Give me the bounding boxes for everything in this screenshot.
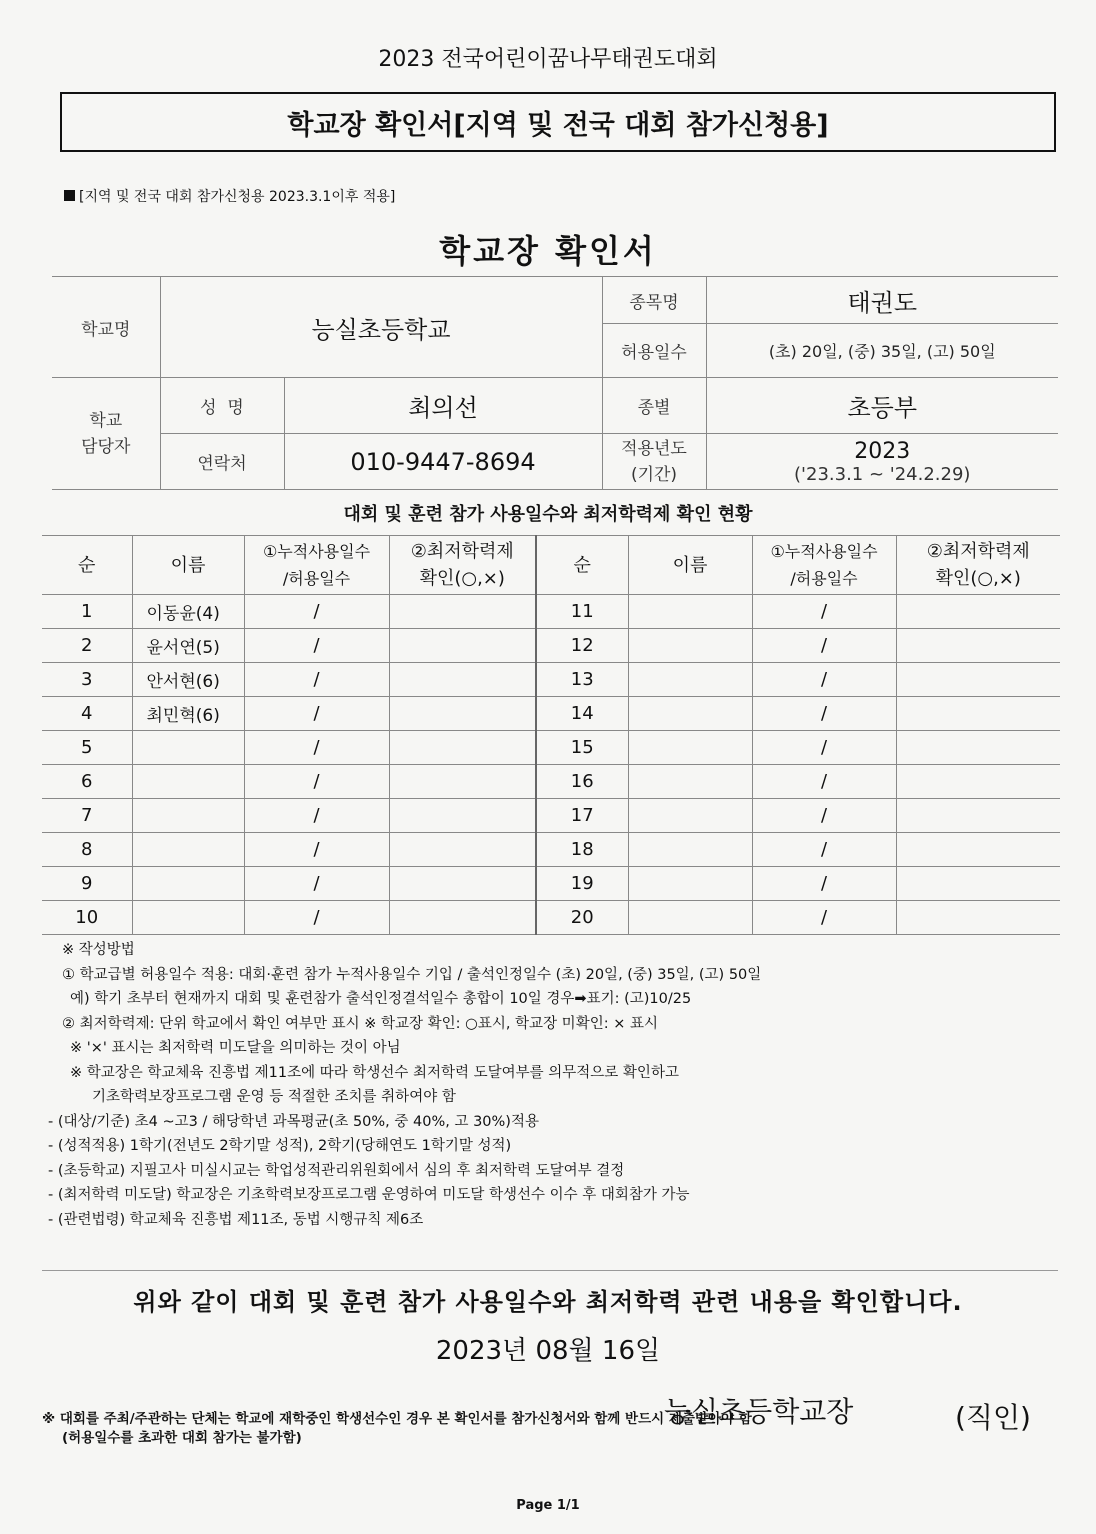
row-days: / <box>244 629 389 663</box>
sport-value: 태권도 <box>706 277 1058 324</box>
row-number-2: 14 <box>536 697 628 731</box>
footnote-line: ※ 대회를 주최/주관하는 단체는 학교에 재학중인 학생선수인 경우 본 확인서를 참가신청서와 함께 반드시 제출받아야 함 <box>42 1411 752 1427</box>
row-check-2 <box>896 799 1060 833</box>
row-days-2: / <box>752 901 896 935</box>
table-row <box>42 697 1060 731</box>
row-check-2 <box>896 663 1060 697</box>
row-days-2: / <box>752 629 896 663</box>
row-days: / <box>244 663 389 697</box>
row-name: 이동윤(4) <box>132 595 244 629</box>
confirmation-statement: 위와 같이 대회 및 훈련 참가 사용일수와 최저학력 관련 내용을 확인합니다. <box>133 1288 963 1316</box>
method-line: 기초학력보장프로그램 운영 등 적절한 조치를 취하여야 함 <box>92 1089 456 1105</box>
manager-label: 학교 담당자 <box>52 378 160 490</box>
row-name <box>132 833 244 867</box>
row-check-2 <box>896 595 1060 629</box>
row-check-2 <box>896 867 1060 901</box>
row-check <box>389 731 536 765</box>
row-number: 4 <box>42 697 132 731</box>
header-days: ①누적사용일수 /허용일수 <box>244 536 389 595</box>
row-number-2: 20 <box>536 901 628 935</box>
row-check <box>389 901 536 935</box>
row-name <box>132 731 244 765</box>
row-check <box>389 833 536 867</box>
table-row <box>42 629 1060 663</box>
row-check <box>389 629 536 663</box>
sport-label: 종목명 <box>602 277 706 324</box>
method-line: - (대상/기준) 초4 ~고3 / 해당학년 과목평균(초 50%, 중 40%, 고 30%)적용 <box>48 1113 539 1130</box>
row-name-2 <box>628 799 752 833</box>
row-name-2 <box>628 697 752 731</box>
table-row <box>42 663 1060 697</box>
row-days-2: / <box>752 697 896 731</box>
row-number: 9 <box>42 867 132 901</box>
header-days-2: ①누적사용일수 /허용일수 <box>752 536 896 595</box>
row-name <box>132 765 244 799</box>
row-name-2 <box>628 595 752 629</box>
row-days-2: / <box>752 833 896 867</box>
document-date: 2023년 08월 16일 <box>435 1336 661 1366</box>
method-line: ① 학교급별 허용일수 적용: 대회·훈련 참가 누적사용일수 기입 / 출석인정일수 (초) 20일, (중) 35일, (고) 50일 <box>62 966 762 983</box>
row-days: / <box>244 731 389 765</box>
school-label: 학교명 <box>52 277 160 378</box>
row-days-2: / <box>752 799 896 833</box>
row-check-2 <box>896 901 1060 935</box>
row-days-2: / <box>752 867 896 901</box>
roster-body <box>42 595 1060 935</box>
row-name: 최민혁(6) <box>132 697 244 731</box>
header-no-2: 순 <box>536 536 628 595</box>
row-check-2 <box>896 731 1060 765</box>
roster-header-row <box>42 536 1060 595</box>
row-days-2: / <box>752 663 896 697</box>
header-check-2: ②최저학력제 확인(○,×) <box>896 536 1060 595</box>
footnote <box>42 1410 1062 1448</box>
row-days: / <box>244 799 389 833</box>
row-number: 8 <box>42 833 132 867</box>
row-check-2 <box>896 629 1060 663</box>
table-row <box>42 833 1060 867</box>
row-check <box>389 799 536 833</box>
header-name-2: 이름 <box>628 536 752 595</box>
method-line: - (최저학력 미도달) 학교장은 기초학력보장프로그램 운영하여 미도달 학생선수 이수 후 대회참가 가능 <box>48 1187 690 1203</box>
table-row <box>42 731 1060 765</box>
table-row <box>42 595 1060 629</box>
division-value: 초등부 <box>706 378 1058 434</box>
row-number-2: 13 <box>536 663 628 697</box>
row-name-2 <box>628 867 752 901</box>
method-heading: ※ 작성방법 <box>62 942 135 958</box>
division-label: 종별 <box>602 378 706 434</box>
allowed-days-label: 허용일수 <box>602 324 706 378</box>
name-label: 성 명 <box>160 378 284 434</box>
row-days-2: / <box>752 595 896 629</box>
row-days-2: / <box>752 765 896 799</box>
year-period: ('23.3.1 ~ '24.2.29) <box>794 463 971 485</box>
row-number-2: 16 <box>536 765 628 799</box>
row-name-2 <box>628 629 752 663</box>
contact-label: 연락처 <box>160 434 284 490</box>
notice-line <box>64 186 395 206</box>
school-value: 능실초등학교 <box>160 277 602 378</box>
method-line: 예) 학기 초부터 현재까지 대회 및 훈련참가 출석인정결석일수 총합이 10일 경우➡표기: (고)10/25 <box>70 991 692 1007</box>
divider <box>42 1270 1058 1271</box>
row-number: 6 <box>42 765 132 799</box>
writing-method <box>48 938 1042 1232</box>
event-title: 2023 전국어린이꿈나무태권도대회 <box>378 47 718 72</box>
principal-signature: 능실초등학교장 <box>664 1395 854 1428</box>
method-line: ※ 학교장은 학교체육 진흥법 제11조에 따라 학생선수 최저학력 도달여부를 의무적으로 확인하고 <box>70 1064 679 1081</box>
footnote-line: (허용일수를 초과한 대회 참가는 불가함) <box>62 1430 302 1446</box>
row-name-2 <box>628 833 752 867</box>
roster-table <box>42 535 1060 935</box>
row-number: 3 <box>42 663 132 697</box>
row-check <box>389 867 536 901</box>
allowed-days-value: (초) 20일, (중) 35일, (고) 50일 <box>706 324 1058 378</box>
row-number: 1 <box>42 595 132 629</box>
table-row <box>42 765 1060 799</box>
row-days: / <box>244 867 389 901</box>
row-number-2: 12 <box>536 629 628 663</box>
row-check-2 <box>896 765 1060 799</box>
page-number: Page 1/1 <box>516 1498 580 1513</box>
row-name-2 <box>628 663 752 697</box>
name-value: 최의선 <box>284 378 602 434</box>
contact-value: 010-9447-8694 <box>284 434 602 490</box>
bullet-square-icon <box>64 190 75 201</box>
method-line: - (관련법령) 학교체육 진흥법 제11조, 동법 시행규칙 제6조 <box>48 1211 424 1228</box>
section-title: 대회 및 훈련 참가 사용일수와 최저학력제 확인 현황 <box>343 504 753 525</box>
row-number-2: 18 <box>536 833 628 867</box>
year-value: 2023 <box>854 438 911 464</box>
row-days: / <box>244 595 389 629</box>
row-check-2 <box>896 833 1060 867</box>
header-name: 이름 <box>132 536 244 595</box>
row-name <box>132 799 244 833</box>
row-name-2 <box>628 731 752 765</box>
row-check-2 <box>896 697 1060 731</box>
row-check <box>389 595 536 629</box>
official-seal-label: (직인) <box>955 1401 1031 1434</box>
method-line: ② 최저학력제: 단위 학교에서 확인 여부만 표시 ※ 학교장 확인: ○표시, 학교장 미확인: × 표시 <box>62 1015 658 1032</box>
row-days-2: / <box>752 731 896 765</box>
row-name: 안서현(6) <box>132 663 244 697</box>
document-box-title: 학교장 확인서[지역 및 전국 대회 참가신청용] <box>60 92 1056 152</box>
row-number: 5 <box>42 731 132 765</box>
table-row <box>42 799 1060 833</box>
table-row <box>42 867 1060 901</box>
info-table <box>52 276 1058 490</box>
row-check <box>389 697 536 731</box>
row-name: 윤서연(5) <box>132 629 244 663</box>
year-label: 적용년도 (기간) <box>602 434 706 490</box>
row-name-2 <box>628 901 752 935</box>
row-number-2: 19 <box>536 867 628 901</box>
row-number: 10 <box>42 901 132 935</box>
row-number-2: 15 <box>536 731 628 765</box>
header-check: ②최저학력제 확인(○,×) <box>389 536 536 595</box>
row-number-2: 11 <box>536 595 628 629</box>
row-check <box>389 663 536 697</box>
method-line: - (성적적용) 1학기(전년도 2학기말 성적), 2학기(당해연도 1학기말 성적) <box>48 1138 512 1154</box>
table-row <box>42 901 1060 935</box>
row-name <box>132 901 244 935</box>
notice-text: [지역 및 전국 대회 참가신청용 2023.3.1이후 적용] <box>79 189 396 205</box>
row-number-2: 17 <box>536 799 628 833</box>
row-days: / <box>244 765 389 799</box>
row-days: / <box>244 697 389 731</box>
row-name-2 <box>628 765 752 799</box>
row-days: / <box>244 901 389 935</box>
row-number: 2 <box>42 629 132 663</box>
header-no: 순 <box>42 536 132 595</box>
method-line: ※ '×' 표시는 최저학력 미도달을 의미하는 것이 아님 <box>70 1040 401 1056</box>
year-cell <box>706 434 1058 490</box>
row-number: 7 <box>42 799 132 833</box>
row-days: / <box>244 833 389 867</box>
document-title: 학교장 확인서 <box>439 232 657 270</box>
row-name <box>132 867 244 901</box>
row-check <box>389 765 536 799</box>
method-line: - (초등학교) 지필고사 미실시교는 학업성적관리위원회에서 심의 후 최저학력 도달여부 결정 <box>48 1162 625 1179</box>
